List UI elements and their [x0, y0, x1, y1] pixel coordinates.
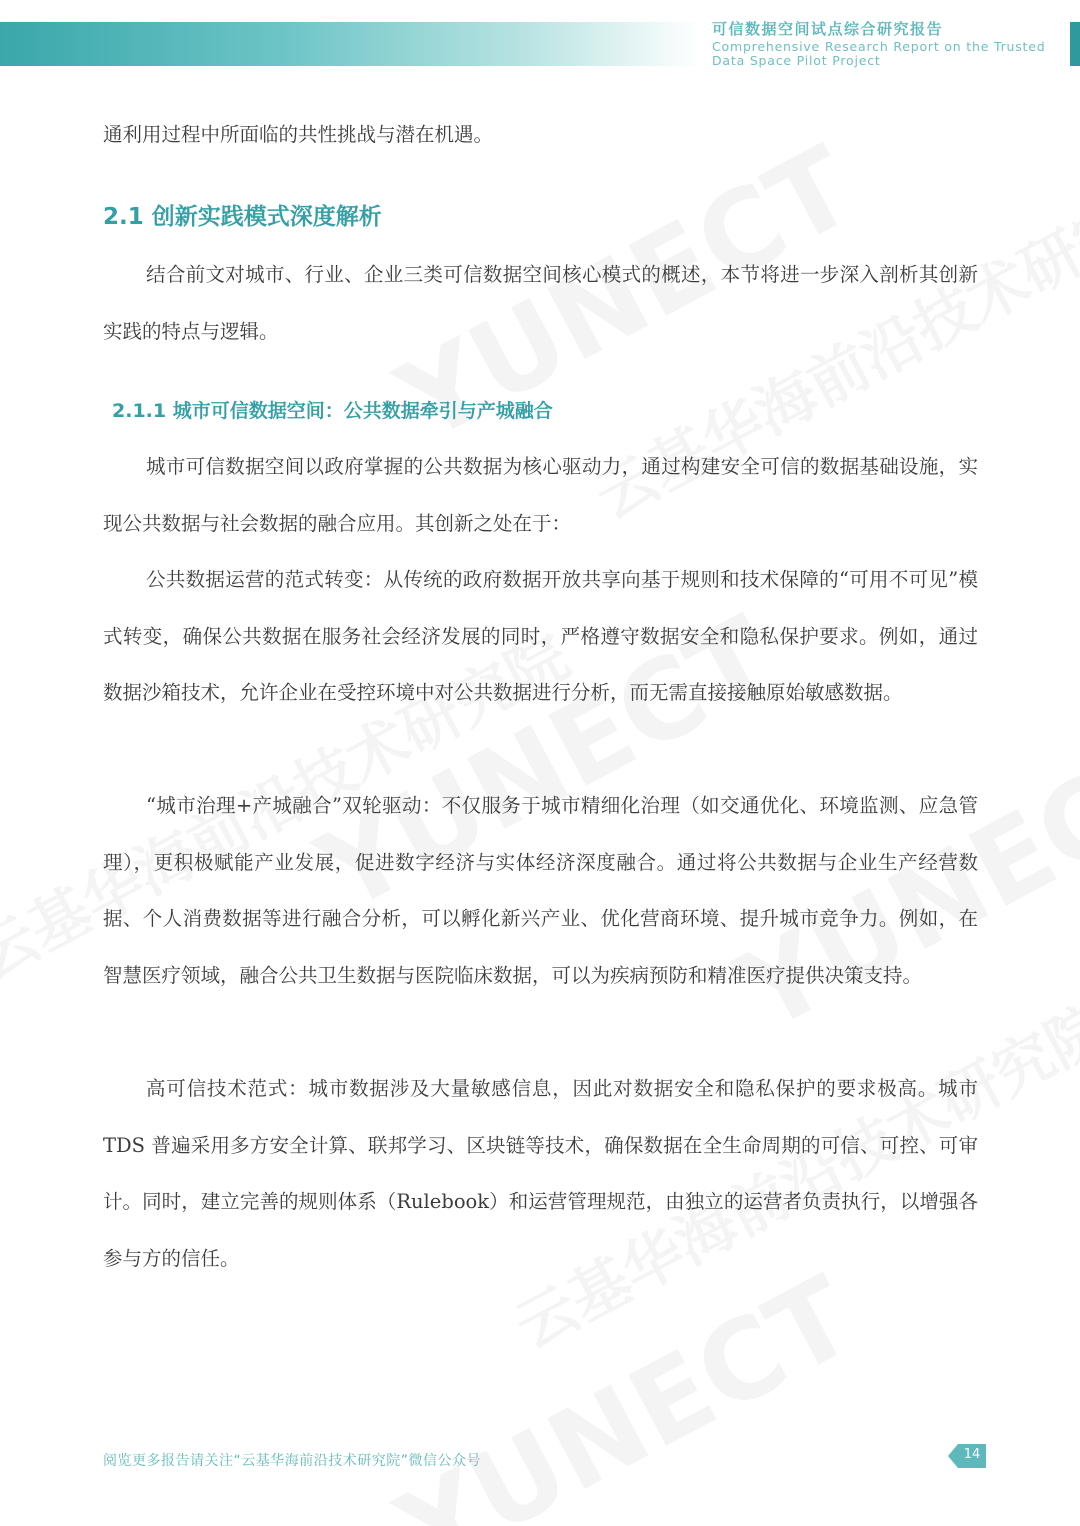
paragraph-continuation: 通利用过程中所面临的共性挑战与潜在机遇。 [103, 123, 494, 146]
header-band [0, 22, 700, 66]
report-header [712, 22, 1062, 68]
watermark-brand [379, 1252, 873, 1526]
report-title-en-line1: Comprehensive Research Report on the Trusted [712, 39, 1046, 54]
report-title-zh: 可信数据空间试点综合研究报告 [712, 20, 944, 38]
footer-notice: 阅览更多报告请关注“云基华海前沿技术研究院”微信公众号 [103, 1453, 482, 1469]
page-number-badge [948, 1444, 986, 1468]
paragraph-city-tds: 城市可信数据空间以政府掌握的公共数据为核心驱动力，通过构建安全可信的数据基础设施，实现公共数据与社会数据的融合应用。其创新之处在于： [103, 455, 978, 535]
paragraph-dual-drive: “城市治理+产城融合”双轮驱动：不仅服务于城市精细化治理（如交通优化、环境监测、应急管理），更积极赋能产业发展，促进数字经济与实体经济深度融合。通过将公共数据与企业生产经营数据、个人消费数据等进行融合分析，可以孵化新兴产业、优化营商环境、提升城市竞争力。例如，在智慧医疗领域，融合公共卫生数据与医院临床数据，可以为疾病预防和精准医疗提供决策支持。 [103, 794, 978, 987]
section-heading-2-1-1: 2.1.1 城市可信数据空间：公共数据牵引与产城融合 [112, 400, 553, 422]
page-number: 14 [963, 1447, 981, 1462]
report-title-en-line2: Data Space Pilot Project [712, 53, 881, 68]
paragraph-intro: 结合前文对城市、行业、企业三类可信数据空间核心模式的概述，本节将进一步深入剖析其创新实践的特点与逻辑。 [103, 263, 978, 343]
paragraph-high-trust-tech: 高可信技术范式：城市数据涉及大量敏感信息，因此对数据安全和隐私保护的要求极高。城市 TDS 普遍采用多方安全计算、联邦学习、区块链等技术，确保数据在全生命周期的可信、可控、可审计。同时，建立完善的规则体系（Rulebook）和运营管理规范，由独立的运营者负责执行，以增强各参与方的信任。 [103, 1077, 978, 1270]
paragraph-public-data-operation: 公共数据运营的范式转变：从传统的政府数据开放共享向基于规则和技术保障的“可用不可见”模式转变，确保公共数据在服务社会经济发展的同时，严格遵守数据安全和隐私保护要求。例如，通过数据沙箱技术，允许企业在受控环境中对公共数据进行分析，而无需直接接触原始敏感数据。 [103, 568, 978, 704]
header-right-bar [1070, 22, 1080, 66]
section-heading-2-1: 2.1 创新实践模式深度解析 [103, 204, 382, 230]
